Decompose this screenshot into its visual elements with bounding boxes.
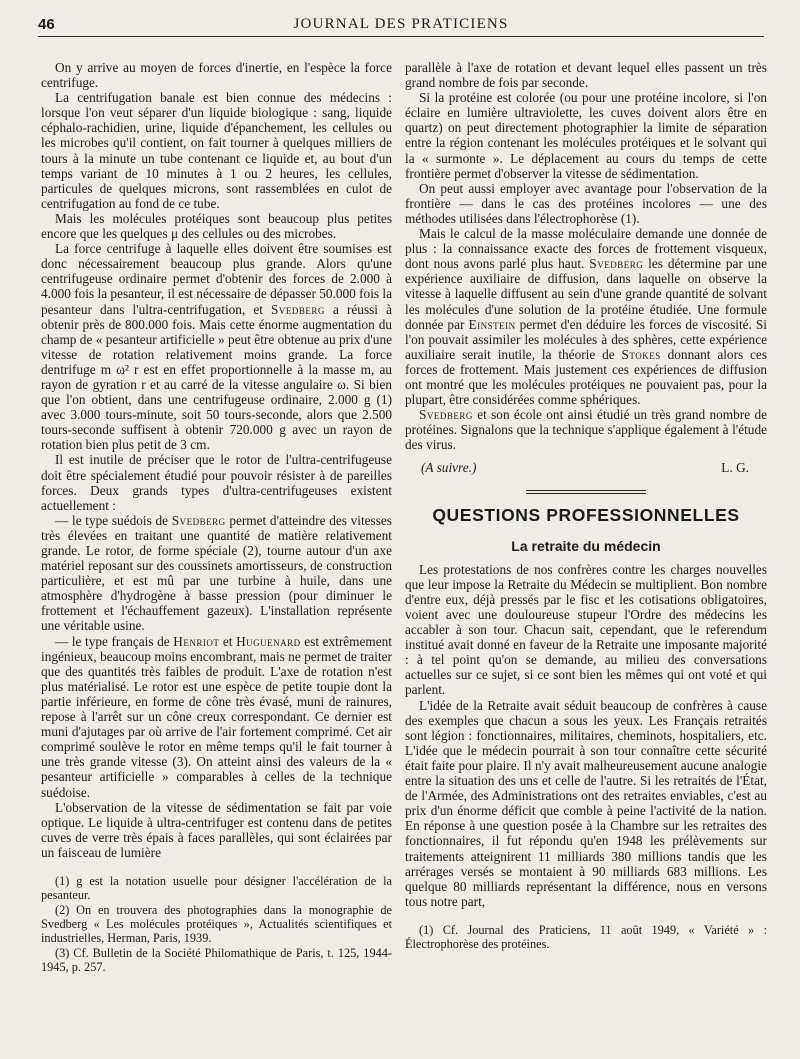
paragraph: parallèle à l'axe de rotation et devant lequel elles passent un très grand nombre de fois par seconde.	[405, 60, 767, 91]
right-column	[405, 60, 767, 952]
to-be-continued: (A suivre.)	[421, 460, 477, 476]
page-number: 46	[38, 16, 55, 33]
left-column	[41, 60, 392, 975]
paragraph: Si la protéine est colorée (ou pour une protéine incolore, si l'on éclaire en lumière ultraviolette, les cuves doivent alors être en quartz) on peut directement photographier la limite de séparation entre la région contenant les molécules protéiques et le solvant qui la « surmonte ». Le déplacement au cours du temps de cette frontière permet d'observer la vitesse de sédimentation.	[405, 90, 767, 181]
author-name: Svedberg	[271, 301, 325, 317]
author-name: Huguenard	[236, 633, 301, 649]
footnote: (3) Cf. Bulletin de la Société Philomathique de Paris, t. 125, 1944-1945, p. 257.	[41, 945, 392, 974]
paragraph: Svedberg et son école ont ainsi étudié un très grand nombre de protéines. Signalons que la technique s'applique également à l'étude des virus.	[405, 407, 767, 453]
paragraph: L'idée de la Retraite avait séduit beaucoup de confrères à cause des exemples que chacun a sous les yeux. Les Français retraités sont légion : fonctionnaires, militaires, cheminots, hospitaliers, etc. L'idée que le médecin pourrait à son tour connaître cette sécurité était faite pour plaire. Il n'y avait malheureusement aucune analogie entre la situation des uns et celle de l'autre. Si les retraités de l'État, de l'Armée, des Administrations ont des retraites enviables, c'est au prix d'un énorme déficit que comble à peine l'activité de la nation. En réponse à une question posée à la Chambre sur les retraites des fonctionnaires, il fut répondu qu'en 1948 les prélèvements sur traitements atteignirent 11 milliards 380 millions tandis que les arrérages versés se montaient à 90 milliards 683 millions. Les quelque 80 milliards représentant la différence, nous en versons tous notre part,	[405, 697, 767, 909]
paragraph: La centrifugation banale est bien connue des médecins : lorsque l'on veut séparer d'un liquide biologique : sang, liquide céphalo-rachidien, urine, liquide d'épanchement, les cellules ou les microbes qu'il contient, on fait tourner à quelques milliers de tours à la minute un tube contenant ce liquide et, au bout d'un temps variant de 10 minutes à 1 ou 2 heures, les cellules, particules de quelques microns, sont rassemblées en culot de centrifugation au fond de ce tube.	[41, 90, 392, 211]
author-name: Svedberg	[419, 407, 473, 423]
section-separator	[526, 490, 646, 494]
author-name: Svedberg	[171, 512, 226, 528]
header-rule	[38, 36, 764, 37]
paragraph: On peut aussi employer avec avantage pour l'observation de la frontière — dans le cas des protéines incolores — une des méthodes utilisées dans l'électrophorèse (1).	[405, 180, 767, 226]
paragraph: — le type suédois de Svedberg permet d'atteindre des vitesses très élevées en traitant une quantité de matière relativement grande. Le rotor, de forme spéciale (2), tourne autour d'un axe matériel reposant sur des coussinets amortisseurs, de construction particulière, et est mû par une turbine à huile, dans une atmosphère d'hydrogène à basse pression (pour diminuer le frottement et l'échauffement gazeux). L'installation représente une véritable usine.	[41, 512, 392, 634]
author-name: Stokes	[621, 346, 661, 362]
footnote: (1) g est la notation usuelle pour désigner l'accélération de la pesanteur.	[41, 873, 392, 902]
paragraph: Mais les molécules protéiques sont beaucoup plus petites encore que les quelques μ des cellules ou des microbes.	[41, 210, 392, 242]
paragraph: Il est inutile de préciser que le rotor de l'ultra-centrifugeuse doit être spécialement étudié pour pouvoir résister à de pareilles forces. Deux grands types d'ultra-centrifugeuses existent actuellement :	[41, 452, 392, 513]
signature-row	[405, 460, 767, 475]
article-title: La retraite du médecin	[511, 537, 661, 554]
paragraph: On y arrive au moyen de forces d'inertie, en l'espèce la force centrifuge.	[41, 60, 392, 91]
footnotes	[405, 923, 767, 951]
paragraph: La force centrifuge à laquelle elles doivent être soumises est donc nécessairement beaucoup plus grande. Alors qu'une centrifugeuse ordinaire permet d'obtenir des forces de 2.000 à 4.000 fois la pesanteur, il est nécessaire de dépasser 50.000 fois la pesanteur dans l'ultra-centrifugation, et Svedberg a réussi à obtenir près de 800.000 fois. Mais cette énorme augmentation du champ de « pesanteur artificielle » peut être obtenue au prix d'une vitesse de rotation relativement moins grande. La force dentrifuge m ω² r est en effet proportionnelle à la masse m, au rayon de gyration r et au carré de la vitesse angulaire ω. Si bien que l'on obtient, dans une centrifugeuse ordinaire, 2.000 g (1) avec 3.000 tours-minute, soit 50 tours-seconde, alors que 2.500 tours-seconde suffisent à obtenir 720.000 g avec un rayon de rotation bien plus petit de 3 cm.	[41, 241, 392, 453]
paragraph: Les protestations de nos confrères contre les charges nouvelles que leur impose la Retraite du Médecin se multiplient. Bon nombre d'entre eux, déjà pressés par le fisc et les cotisations obligatoires, voient avec une douloureuse stupeur l'Ordre des médecins les accabler à son tour. Chacun sait, cependant, que le referendum institué avait donné en faveur de la Retraite une imposante majorité : à tel point qu'on se demande, au milieu des conversations actuelles sur ce sujet, si ce sont bien les mêmes qui ont voté et qui parlent.	[405, 561, 767, 698]
footnote: (1) Cf. Journal des Praticiens, 11 août 1949, « Variété » : Électrophorèse des protéines.	[405, 922, 767, 951]
section-title: QUESTIONS PROFESSIONNELLES	[432, 504, 740, 525]
author-name: Henriot	[173, 633, 220, 649]
paragraph: L'observation de la vitesse de sédimentation se fait par voie optique. Le liquide à ultra-centrifuger est contenu dans de petites cuves de verre très épais à faces parallèles, qui sont éclairées par un faisceau de lumière	[41, 799, 392, 860]
author-signature: L. G.	[721, 460, 749, 476]
author-name: Einstein	[468, 316, 516, 332]
journal-title: JOURNAL DES PRATICIENS	[293, 16, 509, 32]
paragraph: — le type français de Henriot et Huguenard est extrêmement ingénieux, beaucoup moins encombrant, mais ne permet de traiter que des quantités très faibles de produit. L'axe de rotation n'est plus matérialisé. Le rotor est une espèce de petite toupie dont la partie inférieure, en forme de cône très évasé, muni de rainures, repose à l'arrêt sur un cône creux correspondant. Ce dernier est muni d'ajutages par où arrive de l'air fortement comprimé. Cet air comprimé soulève le rotor en même temps qu'il le fait tourner à une très grande vitesse (3). On atteint ainsi des valeurs de la « pesanteur artificielle » comparables à celles de la technique suédoise.	[41, 633, 392, 800]
footnotes	[41, 874, 392, 974]
author-name: Svedberg	[589, 256, 644, 272]
page-header	[38, 14, 764, 38]
footnote: (2) On en trouvera des photographies dans la monographie de Svedberg « Les molécules protéiques », Actualités scientifiques et industrielles, Herman, Paris, 1939.	[41, 902, 392, 945]
paragraph: Mais le calcul de la masse moléculaire demande une donnée de plus : la connaissance exacte des forces de frottement visqueux, dont nous avons parlé plus haut. Svedberg les détermine par une expérience auxiliaire de diffusion, dans laquelle on observe la vitesse à laquelle diffusent au sein d'une grande quantité de solvant les molécules d'une solution de la protéine étudiée. Une formule donnée par Einstein permet d'en déduire les forces de viscosité. Si l'on pouvait assimiler les molécules à des sphères, cette expérience auxiliaire serait inutile, la théorie de Stokes donnant alors ces forces de frottement. Mais justement ces expériences de diffusion ont montré que les molécules protéiques ne pouvaient pas, pour la plupart, être considérées comme sphériques.	[405, 226, 768, 408]
